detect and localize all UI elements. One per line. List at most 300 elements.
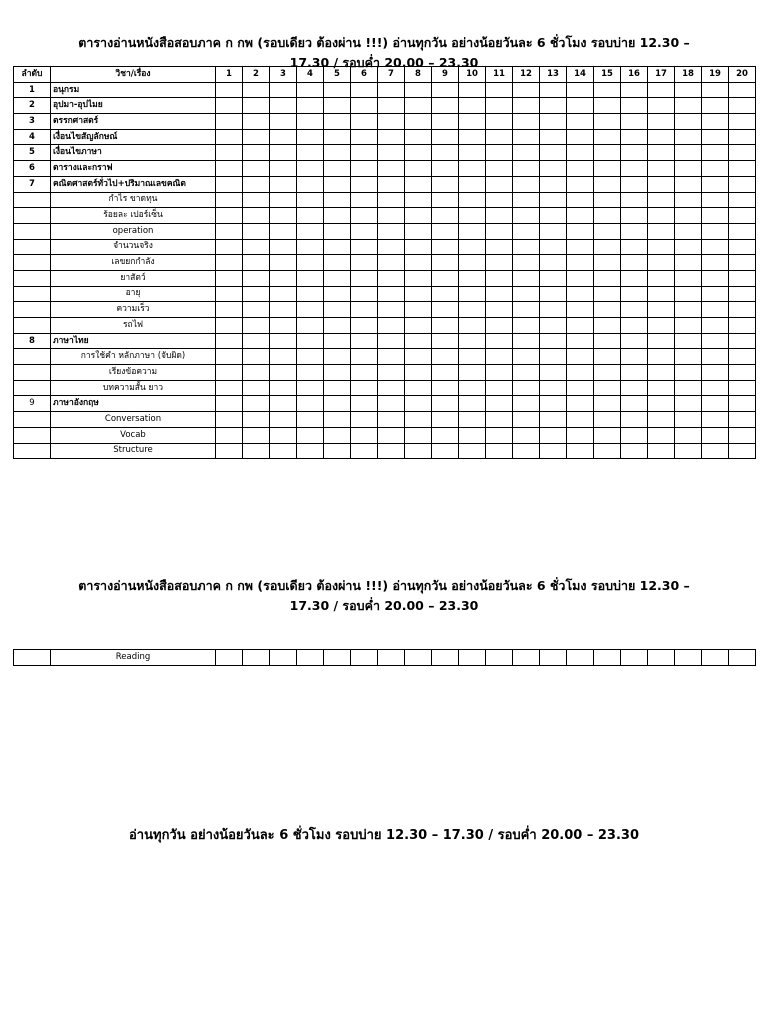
day-checkbox-cell[interactable]	[621, 129, 648, 145]
day-checkbox-cell[interactable]	[459, 161, 486, 177]
day-checkbox-cell[interactable]	[675, 145, 702, 161]
day-checkbox-cell[interactable]	[540, 98, 567, 114]
day-checkbox-cell[interactable]	[216, 365, 243, 381]
day-checkbox-cell[interactable]	[486, 412, 513, 428]
day-checkbox-cell[interactable]	[513, 255, 540, 271]
day-checkbox-cell[interactable]	[351, 192, 378, 208]
day-checkbox-cell[interactable]	[297, 380, 324, 396]
day-checkbox-cell[interactable]	[405, 427, 432, 443]
day-checkbox-cell[interactable]	[351, 129, 378, 145]
day-checkbox-cell[interactable]	[216, 412, 243, 428]
day-checkbox-cell[interactable]	[324, 443, 351, 459]
day-checkbox-cell[interactable]	[270, 286, 297, 302]
day-checkbox-cell[interactable]	[351, 114, 378, 130]
day-checkbox-cell[interactable]	[567, 412, 594, 428]
day-checkbox-cell[interactable]	[270, 380, 297, 396]
day-checkbox-cell[interactable]	[513, 208, 540, 224]
day-checkbox-cell[interactable]	[297, 365, 324, 381]
day-checkbox-cell[interactable]	[702, 443, 729, 459]
day-checkbox-cell[interactable]	[216, 98, 243, 114]
day-checkbox-cell[interactable]	[270, 129, 297, 145]
day-checkbox-cell[interactable]	[594, 145, 621, 161]
day-checkbox-cell[interactable]	[243, 270, 270, 286]
day-checkbox-cell[interactable]	[432, 396, 459, 412]
day-checkbox-cell[interactable]	[513, 333, 540, 349]
day-checkbox-cell[interactable]	[594, 650, 621, 666]
day-checkbox-cell[interactable]	[297, 129, 324, 145]
day-checkbox-cell[interactable]	[378, 427, 405, 443]
day-checkbox-cell[interactable]	[675, 161, 702, 177]
day-checkbox-cell[interactable]	[513, 396, 540, 412]
day-checkbox-cell[interactable]	[432, 255, 459, 271]
day-checkbox-cell[interactable]	[378, 239, 405, 255]
day-checkbox-cell[interactable]	[648, 443, 675, 459]
day-checkbox-cell[interactable]	[432, 270, 459, 286]
day-checkbox-cell[interactable]	[270, 318, 297, 334]
day-checkbox-cell[interactable]	[243, 82, 270, 98]
day-checkbox-cell[interactable]	[432, 302, 459, 318]
day-checkbox-cell[interactable]	[243, 380, 270, 396]
day-checkbox-cell[interactable]	[243, 223, 270, 239]
day-checkbox-cell[interactable]	[432, 208, 459, 224]
day-checkbox-cell[interactable]	[270, 82, 297, 98]
day-checkbox-cell[interactable]	[567, 302, 594, 318]
day-checkbox-cell[interactable]	[351, 176, 378, 192]
day-checkbox-cell[interactable]	[432, 129, 459, 145]
day-checkbox-cell[interactable]	[351, 318, 378, 334]
day-checkbox-cell[interactable]	[243, 255, 270, 271]
day-checkbox-cell[interactable]	[486, 208, 513, 224]
day-checkbox-cell[interactable]	[351, 161, 378, 177]
day-checkbox-cell[interactable]	[621, 98, 648, 114]
day-checkbox-cell[interactable]	[324, 318, 351, 334]
day-checkbox-cell[interactable]	[405, 302, 432, 318]
day-checkbox-cell[interactable]	[648, 286, 675, 302]
day-checkbox-cell[interactable]	[540, 333, 567, 349]
day-checkbox-cell[interactable]	[540, 412, 567, 428]
day-checkbox-cell[interactable]	[594, 443, 621, 459]
day-checkbox-cell[interactable]	[702, 333, 729, 349]
day-checkbox-cell[interactable]	[324, 82, 351, 98]
day-checkbox-cell[interactable]	[729, 192, 756, 208]
day-checkbox-cell[interactable]	[513, 82, 540, 98]
day-checkbox-cell[interactable]	[540, 176, 567, 192]
day-checkbox-cell[interactable]	[594, 82, 621, 98]
day-checkbox-cell[interactable]	[216, 443, 243, 459]
day-checkbox-cell[interactable]	[405, 365, 432, 381]
day-checkbox-cell[interactable]	[621, 208, 648, 224]
day-checkbox-cell[interactable]	[648, 412, 675, 428]
day-checkbox-cell[interactable]	[513, 161, 540, 177]
day-checkbox-cell[interactable]	[594, 255, 621, 271]
day-checkbox-cell[interactable]	[432, 239, 459, 255]
day-checkbox-cell[interactable]	[594, 223, 621, 239]
day-checkbox-cell[interactable]	[324, 161, 351, 177]
day-checkbox-cell[interactable]	[378, 270, 405, 286]
day-checkbox-cell[interactable]	[648, 223, 675, 239]
day-checkbox-cell[interactable]	[648, 396, 675, 412]
day-checkbox-cell[interactable]	[540, 302, 567, 318]
day-checkbox-cell[interactable]	[675, 349, 702, 365]
day-checkbox-cell[interactable]	[351, 365, 378, 381]
day-checkbox-cell[interactable]	[648, 98, 675, 114]
day-checkbox-cell[interactable]	[405, 650, 432, 666]
day-checkbox-cell[interactable]	[405, 161, 432, 177]
day-checkbox-cell[interactable]	[540, 286, 567, 302]
day-checkbox-cell[interactable]	[594, 333, 621, 349]
day-checkbox-cell[interactable]	[540, 427, 567, 443]
day-checkbox-cell[interactable]	[270, 114, 297, 130]
day-checkbox-cell[interactable]	[405, 270, 432, 286]
day-checkbox-cell[interactable]	[243, 650, 270, 666]
day-checkbox-cell[interactable]	[594, 161, 621, 177]
day-checkbox-cell[interactable]	[702, 365, 729, 381]
day-checkbox-cell[interactable]	[702, 255, 729, 271]
day-checkbox-cell[interactable]	[621, 239, 648, 255]
day-checkbox-cell[interactable]	[324, 239, 351, 255]
day-checkbox-cell[interactable]	[243, 208, 270, 224]
day-checkbox-cell[interactable]	[567, 223, 594, 239]
day-checkbox-cell[interactable]	[540, 318, 567, 334]
day-checkbox-cell[interactable]	[729, 427, 756, 443]
day-checkbox-cell[interactable]	[675, 255, 702, 271]
day-checkbox-cell[interactable]	[324, 333, 351, 349]
day-checkbox-cell[interactable]	[297, 318, 324, 334]
day-checkbox-cell[interactable]	[648, 365, 675, 381]
day-checkbox-cell[interactable]	[432, 380, 459, 396]
day-checkbox-cell[interactable]	[405, 192, 432, 208]
day-checkbox-cell[interactable]	[486, 129, 513, 145]
day-checkbox-cell[interactable]	[297, 650, 324, 666]
day-checkbox-cell[interactable]	[702, 302, 729, 318]
day-checkbox-cell[interactable]	[594, 365, 621, 381]
day-checkbox-cell[interactable]	[405, 208, 432, 224]
day-checkbox-cell[interactable]	[243, 396, 270, 412]
day-checkbox-cell[interactable]	[540, 255, 567, 271]
day-checkbox-cell[interactable]	[243, 318, 270, 334]
day-checkbox-cell[interactable]	[567, 380, 594, 396]
day-checkbox-cell[interactable]	[621, 223, 648, 239]
day-checkbox-cell[interactable]	[297, 145, 324, 161]
day-checkbox-cell[interactable]	[243, 286, 270, 302]
day-checkbox-cell[interactable]	[351, 239, 378, 255]
day-checkbox-cell[interactable]	[729, 333, 756, 349]
day-checkbox-cell[interactable]	[729, 255, 756, 271]
day-checkbox-cell[interactable]	[702, 427, 729, 443]
day-checkbox-cell[interactable]	[621, 318, 648, 334]
day-checkbox-cell[interactable]	[648, 255, 675, 271]
day-checkbox-cell[interactable]	[702, 114, 729, 130]
day-checkbox-cell[interactable]	[675, 443, 702, 459]
day-checkbox-cell[interactable]	[216, 192, 243, 208]
day-checkbox-cell[interactable]	[648, 650, 675, 666]
day-checkbox-cell[interactable]	[297, 349, 324, 365]
day-checkbox-cell[interactable]	[540, 380, 567, 396]
day-checkbox-cell[interactable]	[270, 443, 297, 459]
day-checkbox-cell[interactable]	[729, 208, 756, 224]
day-checkbox-cell[interactable]	[729, 82, 756, 98]
day-checkbox-cell[interactable]	[243, 176, 270, 192]
day-checkbox-cell[interactable]	[513, 145, 540, 161]
day-checkbox-cell[interactable]	[567, 443, 594, 459]
day-checkbox-cell[interactable]	[432, 318, 459, 334]
day-checkbox-cell[interactable]	[243, 192, 270, 208]
day-checkbox-cell[interactable]	[297, 443, 324, 459]
day-checkbox-cell[interactable]	[594, 318, 621, 334]
day-checkbox-cell[interactable]	[486, 318, 513, 334]
day-checkbox-cell[interactable]	[702, 412, 729, 428]
day-checkbox-cell[interactable]	[216, 255, 243, 271]
day-checkbox-cell[interactable]	[594, 396, 621, 412]
day-checkbox-cell[interactable]	[351, 270, 378, 286]
day-checkbox-cell[interactable]	[540, 443, 567, 459]
day-checkbox-cell[interactable]	[594, 349, 621, 365]
day-checkbox-cell[interactable]	[540, 161, 567, 177]
day-checkbox-cell[interactable]	[675, 650, 702, 666]
day-checkbox-cell[interactable]	[378, 192, 405, 208]
day-checkbox-cell[interactable]	[486, 114, 513, 130]
day-checkbox-cell[interactable]	[540, 239, 567, 255]
day-checkbox-cell[interactable]	[432, 365, 459, 381]
day-checkbox-cell[interactable]	[216, 286, 243, 302]
day-checkbox-cell[interactable]	[243, 161, 270, 177]
day-checkbox-cell[interactable]	[459, 114, 486, 130]
day-checkbox-cell[interactable]	[513, 318, 540, 334]
day-checkbox-cell[interactable]	[702, 349, 729, 365]
day-checkbox-cell[interactable]	[297, 302, 324, 318]
day-checkbox-cell[interactable]	[513, 176, 540, 192]
day-checkbox-cell[interactable]	[567, 145, 594, 161]
day-checkbox-cell[interactable]	[459, 286, 486, 302]
day-checkbox-cell[interactable]	[621, 333, 648, 349]
day-checkbox-cell[interactable]	[378, 349, 405, 365]
day-checkbox-cell[interactable]	[729, 396, 756, 412]
day-checkbox-cell[interactable]	[702, 650, 729, 666]
day-checkbox-cell[interactable]	[270, 333, 297, 349]
day-checkbox-cell[interactable]	[621, 255, 648, 271]
day-checkbox-cell[interactable]	[702, 176, 729, 192]
day-checkbox-cell[interactable]	[540, 223, 567, 239]
day-checkbox-cell[interactable]	[729, 443, 756, 459]
day-checkbox-cell[interactable]	[486, 396, 513, 412]
day-checkbox-cell[interactable]	[621, 365, 648, 381]
day-checkbox-cell[interactable]	[459, 255, 486, 271]
day-checkbox-cell[interactable]	[486, 98, 513, 114]
day-checkbox-cell[interactable]	[405, 145, 432, 161]
day-checkbox-cell[interactable]	[513, 223, 540, 239]
day-checkbox-cell[interactable]	[405, 129, 432, 145]
day-checkbox-cell[interactable]	[378, 223, 405, 239]
day-checkbox-cell[interactable]	[297, 223, 324, 239]
day-checkbox-cell[interactable]	[378, 114, 405, 130]
day-checkbox-cell[interactable]	[270, 412, 297, 428]
day-checkbox-cell[interactable]	[297, 208, 324, 224]
day-checkbox-cell[interactable]	[648, 270, 675, 286]
day-checkbox-cell[interactable]	[459, 318, 486, 334]
day-checkbox-cell[interactable]	[405, 396, 432, 412]
day-checkbox-cell[interactable]	[351, 286, 378, 302]
day-checkbox-cell[interactable]	[567, 98, 594, 114]
day-checkbox-cell[interactable]	[405, 114, 432, 130]
day-checkbox-cell[interactable]	[675, 396, 702, 412]
day-checkbox-cell[interactable]	[594, 302, 621, 318]
day-checkbox-cell[interactable]	[324, 412, 351, 428]
day-checkbox-cell[interactable]	[702, 129, 729, 145]
day-checkbox-cell[interactable]	[729, 129, 756, 145]
day-checkbox-cell[interactable]	[540, 145, 567, 161]
day-checkbox-cell[interactable]	[297, 333, 324, 349]
day-checkbox-cell[interactable]	[513, 98, 540, 114]
day-checkbox-cell[interactable]	[270, 98, 297, 114]
day-checkbox-cell[interactable]	[297, 239, 324, 255]
day-checkbox-cell[interactable]	[729, 365, 756, 381]
day-checkbox-cell[interactable]	[432, 223, 459, 239]
day-checkbox-cell[interactable]	[432, 443, 459, 459]
day-checkbox-cell[interactable]	[486, 365, 513, 381]
day-checkbox-cell[interactable]	[324, 114, 351, 130]
day-checkbox-cell[interactable]	[486, 161, 513, 177]
day-checkbox-cell[interactable]	[513, 349, 540, 365]
day-checkbox-cell[interactable]	[486, 255, 513, 271]
day-checkbox-cell[interactable]	[567, 239, 594, 255]
day-checkbox-cell[interactable]	[405, 380, 432, 396]
day-checkbox-cell[interactable]	[594, 427, 621, 443]
day-checkbox-cell[interactable]	[702, 286, 729, 302]
day-checkbox-cell[interactable]	[459, 192, 486, 208]
day-checkbox-cell[interactable]	[567, 286, 594, 302]
day-checkbox-cell[interactable]	[675, 192, 702, 208]
day-checkbox-cell[interactable]	[621, 145, 648, 161]
day-checkbox-cell[interactable]	[351, 396, 378, 412]
day-checkbox-cell[interactable]	[216, 302, 243, 318]
day-checkbox-cell[interactable]	[675, 270, 702, 286]
day-checkbox-cell[interactable]	[270, 176, 297, 192]
day-checkbox-cell[interactable]	[378, 443, 405, 459]
day-checkbox-cell[interactable]	[513, 239, 540, 255]
day-checkbox-cell[interactable]	[567, 396, 594, 412]
day-checkbox-cell[interactable]	[243, 333, 270, 349]
day-checkbox-cell[interactable]	[297, 82, 324, 98]
day-checkbox-cell[interactable]	[351, 349, 378, 365]
day-checkbox-cell[interactable]	[567, 192, 594, 208]
day-checkbox-cell[interactable]	[702, 145, 729, 161]
day-checkbox-cell[interactable]	[432, 176, 459, 192]
day-checkbox-cell[interactable]	[621, 161, 648, 177]
day-checkbox-cell[interactable]	[729, 349, 756, 365]
day-checkbox-cell[interactable]	[621, 270, 648, 286]
day-checkbox-cell[interactable]	[513, 365, 540, 381]
day-checkbox-cell[interactable]	[297, 412, 324, 428]
day-checkbox-cell[interactable]	[729, 286, 756, 302]
day-checkbox-cell[interactable]	[459, 82, 486, 98]
day-checkbox-cell[interactable]	[270, 349, 297, 365]
day-checkbox-cell[interactable]	[675, 176, 702, 192]
day-checkbox-cell[interactable]	[729, 98, 756, 114]
day-checkbox-cell[interactable]	[540, 114, 567, 130]
day-checkbox-cell[interactable]	[594, 380, 621, 396]
day-checkbox-cell[interactable]	[459, 98, 486, 114]
day-checkbox-cell[interactable]	[540, 192, 567, 208]
day-checkbox-cell[interactable]	[729, 318, 756, 334]
day-checkbox-cell[interactable]	[432, 427, 459, 443]
day-checkbox-cell[interactable]	[648, 239, 675, 255]
day-checkbox-cell[interactable]	[513, 192, 540, 208]
day-checkbox-cell[interactable]	[351, 412, 378, 428]
day-checkbox-cell[interactable]	[459, 427, 486, 443]
day-checkbox-cell[interactable]	[486, 270, 513, 286]
day-checkbox-cell[interactable]	[486, 650, 513, 666]
day-checkbox-cell[interactable]	[675, 98, 702, 114]
day-checkbox-cell[interactable]	[351, 380, 378, 396]
day-checkbox-cell[interactable]	[567, 82, 594, 98]
day-checkbox-cell[interactable]	[729, 161, 756, 177]
day-checkbox-cell[interactable]	[297, 192, 324, 208]
day-checkbox-cell[interactable]	[567, 349, 594, 365]
day-checkbox-cell[interactable]	[378, 208, 405, 224]
day-checkbox-cell[interactable]	[324, 286, 351, 302]
day-checkbox-cell[interactable]	[216, 145, 243, 161]
day-checkbox-cell[interactable]	[675, 380, 702, 396]
day-checkbox-cell[interactable]	[486, 380, 513, 396]
day-checkbox-cell[interactable]	[486, 349, 513, 365]
day-checkbox-cell[interactable]	[297, 286, 324, 302]
day-checkbox-cell[interactable]	[729, 650, 756, 666]
day-checkbox-cell[interactable]	[270, 192, 297, 208]
day-checkbox-cell[interactable]	[216, 82, 243, 98]
day-checkbox-cell[interactable]	[594, 239, 621, 255]
day-checkbox-cell[interactable]	[621, 380, 648, 396]
day-checkbox-cell[interactable]	[405, 333, 432, 349]
day-checkbox-cell[interactable]	[675, 318, 702, 334]
day-checkbox-cell[interactable]	[405, 239, 432, 255]
day-checkbox-cell[interactable]	[324, 98, 351, 114]
day-checkbox-cell[interactable]	[459, 270, 486, 286]
day-checkbox-cell[interactable]	[243, 443, 270, 459]
day-checkbox-cell[interactable]	[594, 176, 621, 192]
day-checkbox-cell[interactable]	[594, 114, 621, 130]
day-checkbox-cell[interactable]	[243, 302, 270, 318]
day-checkbox-cell[interactable]	[648, 114, 675, 130]
day-checkbox-cell[interactable]	[729, 145, 756, 161]
day-checkbox-cell[interactable]	[243, 412, 270, 428]
day-checkbox-cell[interactable]	[243, 365, 270, 381]
day-checkbox-cell[interactable]	[675, 286, 702, 302]
day-checkbox-cell[interactable]	[216, 396, 243, 412]
day-checkbox-cell[interactable]	[540, 349, 567, 365]
day-checkbox-cell[interactable]	[324, 365, 351, 381]
day-checkbox-cell[interactable]	[459, 239, 486, 255]
day-checkbox-cell[interactable]	[351, 145, 378, 161]
day-checkbox-cell[interactable]	[270, 239, 297, 255]
day-checkbox-cell[interactable]	[216, 161, 243, 177]
day-checkbox-cell[interactable]	[540, 270, 567, 286]
day-checkbox-cell[interactable]	[486, 333, 513, 349]
day-checkbox-cell[interactable]	[459, 333, 486, 349]
day-checkbox-cell[interactable]	[540, 396, 567, 412]
day-checkbox-cell[interactable]	[702, 208, 729, 224]
day-checkbox-cell[interactable]	[216, 239, 243, 255]
day-checkbox-cell[interactable]	[675, 427, 702, 443]
day-checkbox-cell[interactable]	[459, 412, 486, 428]
day-checkbox-cell[interactable]	[540, 365, 567, 381]
day-checkbox-cell[interactable]	[648, 208, 675, 224]
day-checkbox-cell[interactable]	[648, 302, 675, 318]
day-checkbox-cell[interactable]	[567, 161, 594, 177]
day-checkbox-cell[interactable]	[729, 380, 756, 396]
day-checkbox-cell[interactable]	[297, 98, 324, 114]
day-checkbox-cell[interactable]	[621, 412, 648, 428]
day-checkbox-cell[interactable]	[621, 427, 648, 443]
